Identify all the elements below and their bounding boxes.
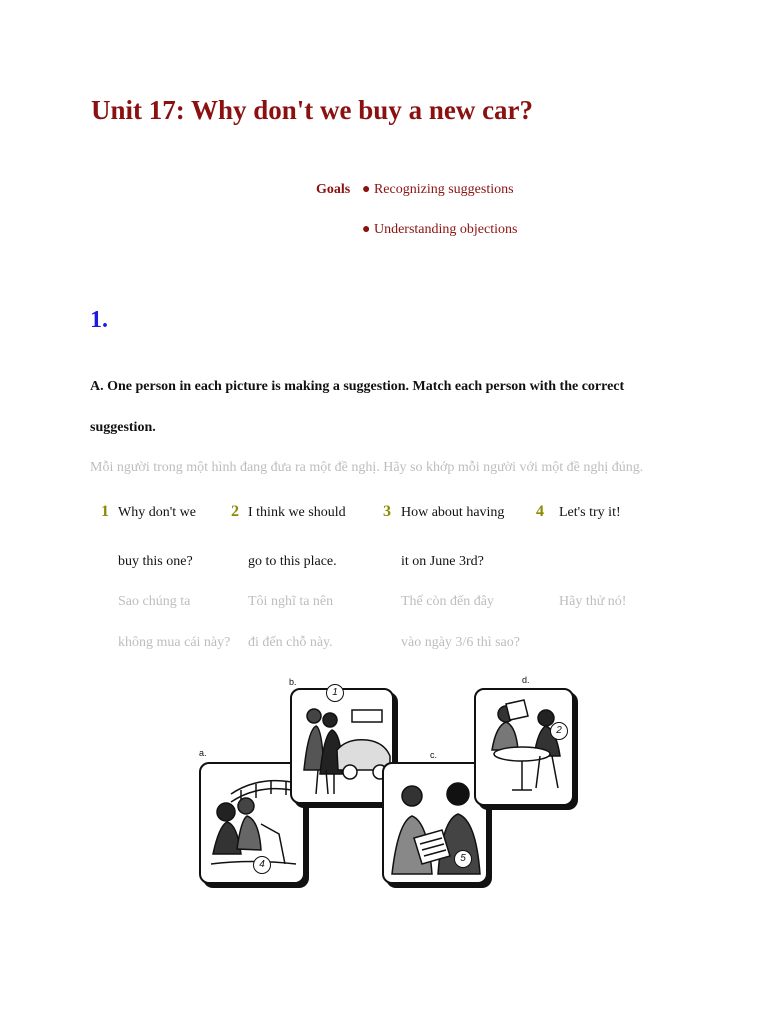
instruction-line: A. One person in each picture is making a suggestion. Match each person with the correct bbox=[90, 379, 625, 394]
section-number: 1. bbox=[90, 307, 108, 333]
suggestion-number: 3 bbox=[383, 503, 391, 520]
instruction-line: suggestion. bbox=[90, 420, 156, 435]
panel-badge: 1 bbox=[326, 684, 344, 702]
panel-badge: 5 bbox=[454, 850, 472, 868]
instruction-translation: Mỗi người trong một hình đang đưa ra một đề nghị. Hãy so khớp mỗi người với một đề nghị đúng. bbox=[90, 460, 644, 475]
people-at-cafe-table-drawing bbox=[476, 690, 572, 804]
suggestion-text: it on June 3rd? bbox=[401, 554, 484, 569]
suggestion-translation: Sao chúng ta bbox=[118, 594, 191, 609]
panel-badge: 4 bbox=[253, 856, 271, 874]
people-on-bridge-drawing bbox=[201, 764, 303, 882]
suggestion-number: 2 bbox=[231, 503, 239, 520]
panel-badge: 2 bbox=[550, 722, 568, 740]
suggestion-translation: đi đến chỗ này. bbox=[248, 635, 333, 650]
suggestion-text: Let's try it! bbox=[559, 505, 621, 520]
panel-letter: c. bbox=[430, 750, 438, 760]
goal-item: ● Recognizing suggestions bbox=[362, 182, 514, 197]
goals-label: Goals bbox=[316, 182, 351, 197]
panel-letter: d. bbox=[522, 675, 530, 685]
suggestion-translation: vào ngày 3/6 thì sao? bbox=[401, 635, 520, 650]
suggestion-text: buy this one? bbox=[118, 554, 193, 569]
people-buying-car-drawing bbox=[292, 690, 392, 802]
page-title: Unit 17: Why don't we buy a new car? bbox=[91, 95, 534, 125]
panel-letter: b. bbox=[289, 677, 297, 687]
illustration-panels bbox=[196, 674, 576, 890]
suggestion-text: I think we should bbox=[248, 505, 346, 520]
suggestion-translation: Hãy thử nó! bbox=[559, 594, 627, 609]
people-reading-magazine-drawing bbox=[384, 764, 486, 882]
suggestion-text: How about having bbox=[401, 505, 505, 520]
suggestion-translation: Thế còn đến đây bbox=[401, 594, 494, 609]
goal-item: ● Understanding objections bbox=[362, 222, 518, 237]
suggestion-text: Why don't we bbox=[118, 505, 196, 520]
suggestion-number: 1 bbox=[101, 503, 109, 520]
panel-d bbox=[474, 688, 574, 806]
suggestion-translation: không mua cái này? bbox=[118, 635, 231, 650]
panel-letter: a. bbox=[199, 748, 207, 758]
suggestion-text: go to this place. bbox=[248, 554, 337, 569]
suggestion-translation: Tôi nghĩ ta nên bbox=[248, 594, 334, 609]
panel-c bbox=[382, 762, 488, 884]
suggestion-number: 4 bbox=[536, 503, 544, 520]
panel-b bbox=[290, 688, 394, 804]
